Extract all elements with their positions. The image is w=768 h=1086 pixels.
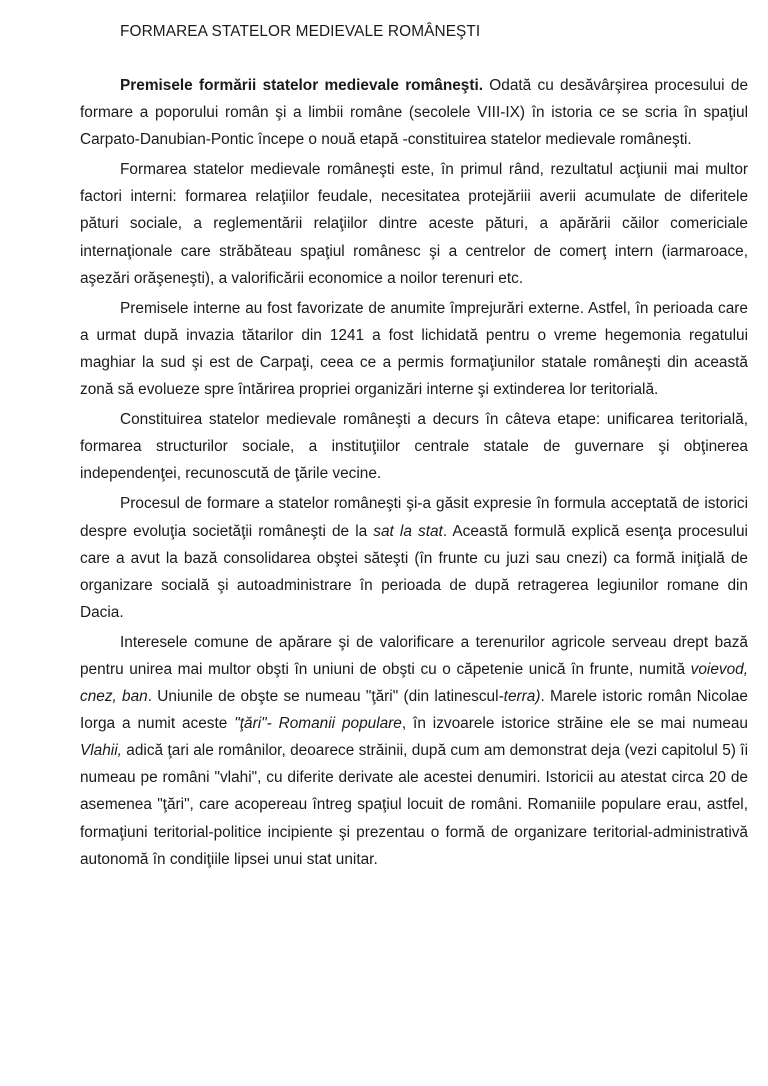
paragraph-village-to-state [80,490,748,625]
italic-term: voievod, cnez, ban [80,660,748,706]
paragraph-text: Odată cu desăvârşirea procesului de formare a poporului român şi a limbii române (secolele VIII-IX) în istoria ce se scria în spaţiul Carpato-Danubian-Pontic începe o nouă etapă -constituirea statelor medievale româneşti. [80,77,749,149]
italic-term: Vlahii, [80,742,122,760]
document-page [80,18,748,876]
italic-term: -terra) [498,688,541,706]
text-run: Interesele comune de apărare şi de valorificare a terenurilor agricole serveau drept bază pentru unirea mai multor obşti în uniuni de obşti cu o căpetenie unică în frunte, numită [80,633,748,678]
title-spacer [80,45,748,72]
section-heading: Premisele formării statelor medievale româneşti. [120,77,484,94]
paragraph-internal-factors: Formarea statelor medievale româneşti este, în primul rând, rezultatul acţiunii mai multor factori interni: formarea relaţiilor feudale, necesitatea protejăriii averii acumulate de diferitele pături sociale, a reglementării relaţiilor dintre aceste pături, a apărării căilor comericiale internaţionale care străbăteau spaţiul românesc şi a centrelor de comerţ intern (iarmaroace, aşezări orăşeneşti), a valorificării economice a noilor terenuri etc. [80,161,748,287]
italic-term: sat la stat [373,522,443,540]
text-run: . Marele istoric român Nicolae Iorga a numit aceste [80,688,748,733]
paragraph-external-circumstances: Premisele interne au fost favorizate de anumite împrejurări externe. Astfel, în perioada care a urmat după invazia tătarilor din 1241 a fost lichidată pentru o vreme hegemonia regatului maghiar la sud şi est de Carpaţi, ceea ce a permis formaţiunilor statale româneşti din această zonă să evolueze spre întărirea propriei organizări interne şi extinderea lor teritorială. [80,299,748,399]
italic-term: "ţări"- Romanii populare [234,715,402,733]
text-run: Procesul de formare a statelor româneşti şi-a găsit expresie în formula acceptată de istorici despre evoluţia societăţii româneşti de la [80,495,748,540]
text-run: , în izvoarele istorice străine ele se mai numeau [401,715,748,733]
paragraph-popular-romanias [80,629,748,873]
text-run: . Această formulă explică esenţa procesului care a avut la bază consolidarea obştei săteşti (în frunte cu juzi sau cnezi) ca formă iniţială de organizare socială şi autoadministrare în perioada de după retragerea legiunilor romane din Dacia. [80,522,748,621]
text-run: adică ţari ale românilor, deoarece străinii, după cum am demonstrat deja (vezi capitolul 5) îi numeau pe români "vlahi", cu diferite derivate ale acestei denumiri. Istoricii au atestat circa 20 de asemenea "ţări", care acopereau întreg spaţiul locuit de români. Romaniile populare erau, astfel, formaţiuni teritorial-politice incipiente şi prezentau o formă de organizare teritorial-administrativă autonomă în condiţiile lipsei unui stat unitar. [80,742,748,868]
text-run: . Uniunile de obşte se numeau "ţări" (din latinescul [147,688,499,706]
paragraph-premises [80,72,748,153]
paragraph-stages: Constituirea statelor medievale româneşti a decurs în câteva etape: unificarea teritorială, formarea structurilor sociale, a instituţiilor centrale statale de guvernare şi obţinerea independenţei, recunoscută de ţările vecine. [80,411,748,483]
document-title: FORMAREA STATELOR MEDIEVALE ROMÂNEŞTI [120,23,481,40]
